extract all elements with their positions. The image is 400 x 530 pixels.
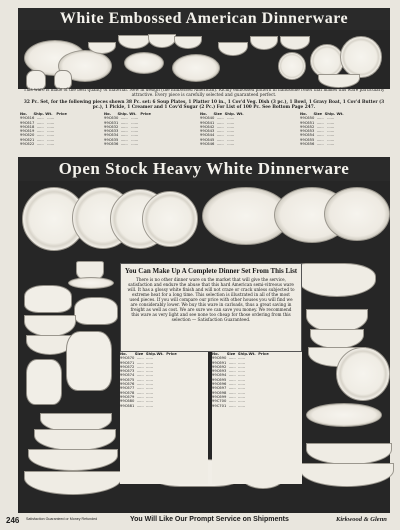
price-table-col-4: No. Size Ship. Wt. 99C650 ...... ...... 99C651 ...... ...... 99C652 ...... ...... 99C653 ...... ...... 99C654 ...... ...... 99C655 ...... ...... 99C656 ...... ...... <box>300 112 344 147</box>
set-offer-line: 32 Pc. Set, for the following pieces shown 38 Pc. set: 6 Soup Plates, 1 Platter 10 in., 1 Cov'd Veg. Dish (3 pc.), 1 Bowl, 1 Gravy Boat, 1 Cov'd Butter (3 pc.), 1 Pickle, 1 Creamer and 1 Cov'd Sugar (2 Pc.) For List of 100 Pc. See Bottom Page 247. <box>23 100 385 110</box>
covered-sugar <box>24 285 72 313</box>
nappy-4 <box>24 471 122 495</box>
info-box-title: You Can Make Up A Complete Dinner Set From This List <box>124 267 298 275</box>
platter-3 <box>324 187 390 241</box>
pitcher-large <box>66 331 112 391</box>
covered-butter <box>74 297 118 325</box>
shipping-slogan: You Will Like Our Prompt Service on Shipments <box>130 516 289 523</box>
cup-saucer <box>174 36 202 49</box>
baker-2 <box>300 463 394 487</box>
nappy-2 <box>34 429 116 451</box>
platter-small <box>172 54 220 82</box>
covered-dish-right <box>306 403 382 427</box>
plate-open-right <box>336 347 390 401</box>
guarantee-note: Satisfaction Guaranteed or Money Refunded <box>26 517 98 521</box>
covered-dish <box>148 34 176 48</box>
page-number: 246 <box>6 516 20 525</box>
baker-1 <box>306 443 392 465</box>
gravy-boat <box>218 42 248 56</box>
section-banner-open-stock: Open Stock Heavy White Dinnerware <box>18 157 390 181</box>
embossed-description: This ware is made of the best quality of material. New in design (the Embossed American). Richly embossed pattern in handsome relief that makes this ware particularly attractive. Every piece is carefully selected and guaranteed perfect. <box>23 87 385 97</box>
plate-4 <box>142 191 198 247</box>
tureen <box>318 74 360 88</box>
open-stock-list-2: No. Size Ship.Wt. Price 99C690 ...... ...... 99C691 ...... ...... 99C692 ...... ...... 99C693 ...... ...... 99C694 ...... ...... 99C695 ...... ...... 99C696 ...... ...... 99C697 ...... ...... 99C698 ...... ...... 99C699 ...... ...... 99C700 ...... ...... 99C701 ...... ...... <box>212 352 302 484</box>
page-footer <box>0 512 400 530</box>
embossed-product-photo <box>18 30 390 89</box>
company-logo: Kirkwood & Glenn <box>336 516 387 523</box>
nappy-3 <box>28 449 118 471</box>
open-stock-list-1: No. Size Ship.Wt. Price 99C670 ...... ...... 99C671 ...... ...... 99C672 ...... ...... 99C673 ...... ...... 99C674 ...... ...... 99C675 ...... ...... 99C676 ...... ...... 99C677 ...... ...... 99C678 ...... ...... 99C679 ...... ...... 99C680 ...... ...... 99C681 ...... ...... <box>120 352 208 484</box>
section-banner-embossed: White Embossed American Dinnerware <box>18 8 390 30</box>
sauce-boat <box>280 36 310 50</box>
bowl-a <box>24 315 76 337</box>
plate-large <box>340 36 382 78</box>
info-box-text: There is no other dinner ware on the market that will give the service, satisfaction and endure the abuse that this hard American semi-vitreous ware will. It has a glossy white finish and will not craze or crack unless subjected to extreme heat for a long time. This selection is illustrated in all of the most used pieces. If you will compare our price with other houses you will find we are considerably lower. We buy this ware in carloads, thus a great saving in freight as well as cost. We are sure we can save you money. We recommend this ware as very light and see none too cheap for those ordering from this selection — Satisfaction Guaranteed. <box>127 277 295 322</box>
bowl-medium <box>118 35 150 49</box>
pitcher-small <box>26 359 62 405</box>
saucer-open-stock <box>68 277 114 289</box>
bowl-stack-2 <box>310 329 364 349</box>
dish-oval <box>124 52 164 74</box>
price-table-col-3: No. Size Ship. Wt. 99C640 ...... ...... 99C641 ...... ...... 99C642 ...... ...... 99C643 ...... ...... 99C644 ...... ...... 99C645 ...... ...... 99C646 ...... ...... <box>200 112 244 147</box>
gravy-boat-large <box>298 263 376 297</box>
cup <box>250 36 278 50</box>
info-box <box>120 263 302 352</box>
plate-small <box>278 52 306 80</box>
price-table-col-1: No. Ship. Wt. Price 99C616 ...... ...... 99C617 ...... ...... 99C618 ...... ...... 99C619 ...... ...... 99C620 ...... ...... 99C621 ...... ...... 99C622 ...... ...... <box>20 112 67 147</box>
plate-medium <box>310 44 344 78</box>
price-table-col-2: No. Ship. Wt. Price 99C630 ...... ...... 99C631 ...... ...... 99C632 ...... ...... 99C633 ...... ...... 99C634 ...... ...... 99C635 ...... ...... 99C636 ...... ...... <box>104 112 151 147</box>
